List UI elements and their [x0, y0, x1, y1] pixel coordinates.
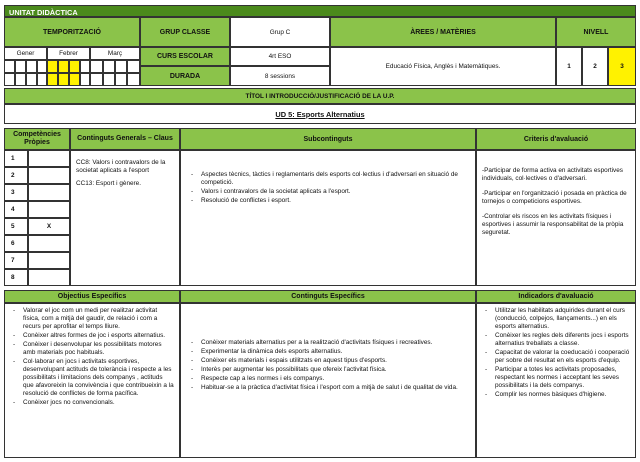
- week-cell: [4, 60, 15, 73]
- nivell-3-selected: 3: [608, 47, 636, 86]
- temporitzacio-header: TEMPORITZACIÓ: [4, 17, 140, 47]
- criteri-item: -Controlar els riscos en les activitats físiques i esportives i assumir la responsabilitat de la pròpia seguretat.: [482, 213, 624, 236]
- nivell-2: 2: [582, 47, 608, 86]
- competencia-mark: X: [28, 218, 70, 235]
- objectiu-item: - Valorar el joc com un medi per realitzar activitat física, com a mitjà del gaudir, de relació i com a recurs per aprofitar el temps lliure.: [9, 307, 175, 331]
- week-cell: [15, 60, 26, 73]
- contingut-especific-item: - Respecte cap a les normes i els companys.: [187, 375, 469, 383]
- competencia-number: 2: [4, 167, 28, 184]
- contingut-especific-item: - Habituar-se a la pràctica d'activitat física i l'esport com a mitjà de salut i de qualitat de vida.: [187, 384, 469, 392]
- subcontingut-item: - Resolució de conflictes i esport.: [187, 197, 469, 205]
- week-cell-highlighted: [58, 73, 69, 86]
- grup-classe-label: GRUP CLASSE: [140, 17, 230, 47]
- week-cell: [4, 73, 15, 86]
- competencies-header: Competències Pròpies: [4, 128, 70, 150]
- week-cell: [115, 60, 127, 73]
- competencia-mark: [28, 235, 70, 252]
- intro-title-bar: TÍTOL I INTRODUCCIÓ/JUSTIFICACIÓ DE LA U.P.: [4, 88, 636, 104]
- criteris-cell: [476, 150, 636, 286]
- objectius-header: Objectius Específics: [4, 290, 180, 303]
- week-cell: [115, 73, 127, 86]
- document-title: UNITAT DIDÀCTICA: [4, 5, 636, 17]
- week-cell: [26, 60, 37, 73]
- week-cell-highlighted: [47, 73, 58, 86]
- competencia-number: 1: [4, 150, 28, 167]
- indicadors-header: Indicadors d'avaluació: [476, 290, 636, 303]
- contingut-especific-item: - Conèixer els materials i espais utilitzats en aquest tipus d'esports.: [187, 357, 469, 365]
- competencia-number: 7: [4, 252, 28, 269]
- competencia-number: 3: [4, 184, 28, 201]
- indicador-item: - Capacitat de valorar la coeducació i cooperació per sobre del resultat en els esports d'equip.: [481, 349, 631, 365]
- curs-escolar-label: CURS ESCOLAR: [140, 47, 230, 66]
- week-cell: [90, 60, 103, 73]
- week-cell: [103, 60, 115, 73]
- week-cell: [103, 73, 115, 86]
- week-cell: [26, 73, 37, 86]
- contingut-especific-item: - Experimentar la dinàmica dels esports alternatius.: [187, 348, 469, 356]
- durada-label: DURADA: [140, 66, 230, 86]
- competencia-mark: [28, 252, 70, 269]
- nivell-header: NIVELL: [556, 17, 636, 47]
- week-cell: [80, 73, 90, 86]
- continguts-especifics-cell: [180, 303, 476, 458]
- month-febrer: Febrer: [47, 47, 90, 60]
- competencia-mark: [28, 201, 70, 218]
- contingut-general: CC8: Valors i contravalors de la societat aplicats a l'esport: [76, 159, 166, 174]
- competencia-number: 6: [4, 235, 28, 252]
- month-marc: Març: [90, 47, 140, 60]
- subcontinguts-cell: [180, 150, 476, 286]
- indicador-item: - Conèixer les regles dels diferents jocs i esports alternatius treballats a classe.: [481, 332, 631, 348]
- continguts-especifics-header: Continguts Específics: [180, 290, 476, 303]
- durada-value: 8 sessions: [230, 66, 330, 86]
- unit-title: UD 5: Esports Alternatius: [4, 104, 636, 124]
- objectiu-item: - Col·laborar en jocs i activitats esportives, desenvolupant actituds de tolerància i respecte a les possibilitats i limitacions dels companys , actituds que afavoreixin la convivència i que contribueixin a la resolució de conflictes de forma pacífica.: [9, 358, 175, 398]
- competencia-mark: [28, 167, 70, 184]
- week-cell: [15, 73, 26, 86]
- criteri-item: -Participar de forma activa en activitats esportives individuals, col·lectives o d'adversari.: [482, 167, 624, 182]
- competencia-number: 8: [4, 269, 28, 286]
- week-cell: [90, 73, 103, 86]
- criteri-item: -Participar en l'organització i posada en pràctica de tornejos o competicions esportives.: [482, 190, 627, 205]
- week-cell-highlighted: [69, 60, 80, 73]
- contingut-especific-item: - Conèixer materials alternatius per a la realització d'activitats físiques i recreatives.: [187, 339, 469, 347]
- week-cell-highlighted: [47, 60, 58, 73]
- competencia-mark: [28, 269, 70, 286]
- subcontinguts-header: Subcontinguts: [180, 128, 476, 150]
- month-gener: Gener: [4, 47, 47, 60]
- objectiu-item: - Conèixer altres formes de joc i esports alternatius.: [9, 332, 175, 340]
- contingut-general: CC13: Esport i gènere.: [76, 180, 142, 187]
- subcontingut-item: - Valors i contravalors de la societat aplicats a l'esport.: [187, 188, 469, 196]
- objectiu-item: - Conèixer i desenvolupar les possibilitats motores amb materials poc habituals.: [9, 341, 175, 357]
- arees-header: ÀREES / MATÈRIES: [330, 17, 556, 47]
- competencia-mark: [28, 184, 70, 201]
- week-cell: [37, 60, 47, 73]
- indicador-item: - Participar a totes les activitats proposades, respectant les normes i acceptant les seves possibilitats i la dels companys.: [481, 366, 631, 390]
- week-cell-highlighted: [69, 73, 80, 86]
- contingut-especific-item: - Interès per augmentar les possibilitats que ofereix l'activitat física.: [187, 366, 469, 374]
- arees-value: Educació Física, Anglès i Matemàtiques.: [330, 47, 556, 86]
- continguts-generals-header: Continguts Generals – Claus: [70, 128, 180, 150]
- competencia-number: 4: [4, 201, 28, 218]
- competencia-number: 5: [4, 218, 28, 235]
- indicador-item: - Utilitzar les habilitats adquirides durant el curs (conducció, colpejos, llançaments...) en els esports alternatius.: [481, 307, 631, 331]
- curs-escolar-value: 4rt ESO: [230, 47, 330, 66]
- indicadors-cell: [476, 303, 636, 458]
- objectiu-item: - Conèixer jocs no convencionals.: [9, 399, 175, 407]
- continguts-generals-cell: [70, 150, 180, 286]
- week-cell: [80, 60, 90, 73]
- month-grid: [4, 60, 140, 86]
- week-cell: [37, 73, 47, 86]
- week-cell-highlighted: [58, 60, 69, 73]
- criteris-header: Criteris d'avaluació: [476, 128, 636, 150]
- week-cell: [127, 60, 140, 73]
- indicador-item: - Complir les normes bàsiques d'higiene.: [481, 391, 631, 399]
- week-cell: [127, 73, 140, 86]
- subcontingut-item: - Aspectes tècnics, tàctics i reglamentaris dels esports col·lectius i d'adversari en situació de competició.: [187, 171, 469, 187]
- competencia-mark: [28, 150, 70, 167]
- objectius-cell: [4, 303, 180, 458]
- competencies-grid: [4, 150, 70, 286]
- grup-classe-value: Grup C: [230, 17, 330, 47]
- nivell-1: 1: [556, 47, 582, 86]
